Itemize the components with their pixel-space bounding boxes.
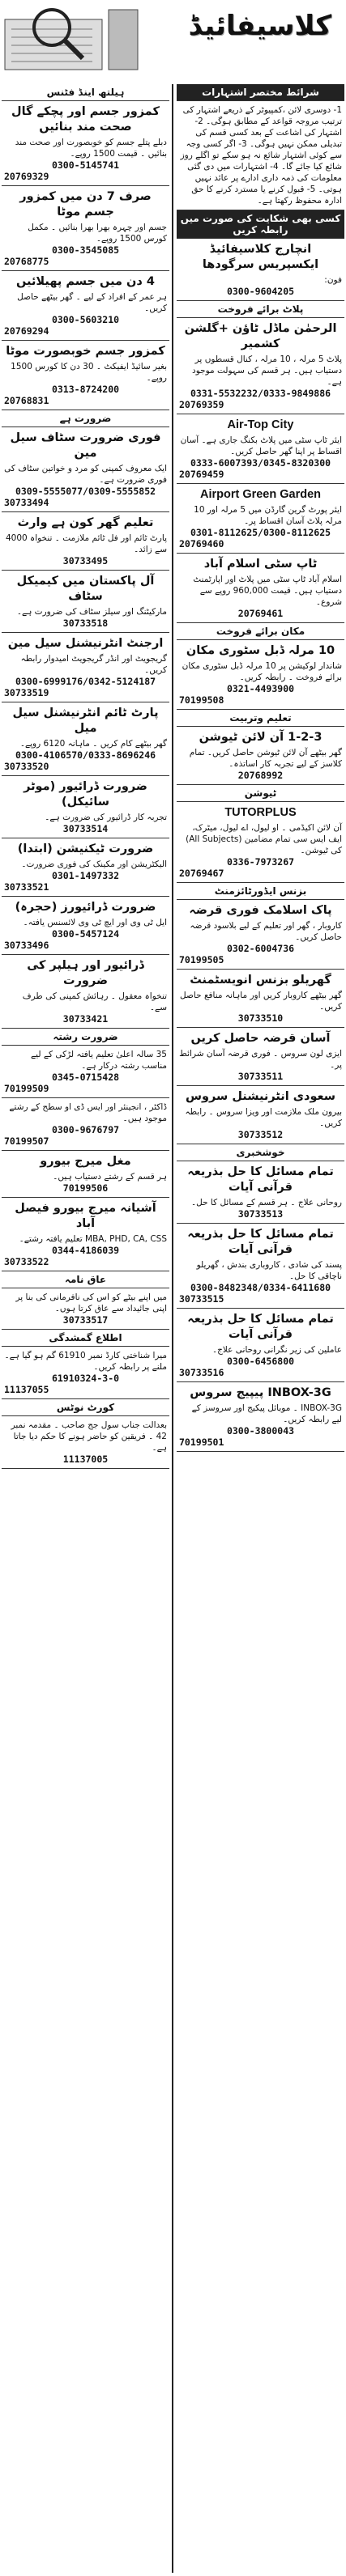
classified-ad bbox=[177, 554, 344, 623]
classified-ad bbox=[177, 1028, 344, 1086]
ad-title: کمزور جسم اور پچکے گال صحت مند بنائیں bbox=[11, 105, 160, 134]
ad-body: جسم اور چہرہ بھرا بھرا بنائیں ۔ مکمل کورس 1500 روپے۔ bbox=[28, 223, 167, 244]
ad-body: بعدالت جناب سول جج صاحب ۔ مقدمہ نمبر 42 ۔ فریقین کو حاضر ہونے کا حکم دیا جاتا ہے۔ bbox=[11, 1420, 167, 1453]
ad-title: ڈرائیور اور ہیلپر کی ضرورت bbox=[27, 959, 144, 987]
ad-code: 20769329 bbox=[4, 171, 49, 182]
ad-title: ضرورت ڈرائیورز (حجرہ) bbox=[15, 901, 156, 914]
ad-phone: 0300-5603210 bbox=[51, 314, 120, 325]
ad-phone: 0309-5555077/0309-5555852 bbox=[15, 486, 156, 497]
ad-phone: 20768992 bbox=[237, 770, 284, 781]
ad-phone: 20769461 bbox=[237, 608, 284, 619]
ad-body: گریجویٹ اور انڈر گریجویٹ امیدوار رابطہ کریں۔ bbox=[20, 654, 167, 675]
ad-title: انچارج کلاسیفائیڈ ایکسپریس سرگودھا bbox=[202, 243, 319, 271]
ad-code: 20769467 bbox=[179, 868, 224, 879]
section-heading: اطلاع گمشدگی bbox=[2, 1330, 169, 1347]
ad-phone: 30733514 bbox=[62, 823, 109, 834]
classified-ad bbox=[2, 186, 169, 271]
ad-phone: 30733517 bbox=[62, 1314, 109, 1326]
classified-ad bbox=[2, 1151, 169, 1198]
ad-code: 20769460 bbox=[179, 538, 224, 550]
ad-phone: 30733511 bbox=[237, 1071, 284, 1082]
classified-banner-illustration bbox=[3, 3, 141, 76]
ad-phone: 0336-7973267 bbox=[226, 856, 295, 868]
ad-body: گھر بیٹھے آن لائن ٹیوشن حاصل کریں۔ تمام کلاسز کے لیے تجربہ کار اساتذہ۔ bbox=[189, 748, 342, 769]
classified-ad bbox=[177, 1382, 344, 1452]
classified-ad bbox=[2, 702, 169, 776]
section-heading: شرائط مختصر اشتہارات bbox=[177, 84, 344, 101]
ad-title: تعلیم گھر کون ہے وارث bbox=[17, 516, 154, 529]
classified-ad bbox=[177, 1224, 344, 1309]
section-heading: ضرورت ہے bbox=[2, 410, 169, 427]
ad-title: ٹاپ سٹی اسلام آباد bbox=[203, 558, 318, 571]
ad-body: آن لائن اکیڈمی ۔ او لیول، اے لیول، میٹرک، ایف ایس سی تمام مضامین (All Subjects) کی ٹیوشن۔ bbox=[186, 823, 342, 855]
ad-title: آل پاکستان میں کیمیکل سٹاف bbox=[16, 575, 155, 603]
ad-title: تمام مسائل کا حل بذریعہ قرآنی آیات bbox=[187, 1165, 334, 1194]
ad-phone: 0313-8724200 bbox=[51, 384, 120, 395]
ad-body: عاملین کی زیر نگرانی روحانی علاج۔ bbox=[211, 1345, 342, 1355]
classified-ad bbox=[2, 512, 169, 571]
section-heading: کسی بھی شکایت کی صورت میں رابطہ کریں bbox=[177, 210, 344, 239]
ad-phone: 70199506 bbox=[62, 1182, 109, 1194]
ad-title: پاک اسلامک فوری قرضہ bbox=[189, 904, 332, 917]
section-heading: ٹیوشن bbox=[177, 785, 344, 802]
ad-code: 70199501 bbox=[179, 1437, 224, 1448]
classified-ad bbox=[177, 414, 344, 484]
ad-body: ایل ٹی وی اور ایچ ٹی وی لائسنس یافتہ۔ bbox=[23, 918, 167, 927]
ad-phone: 30733421 bbox=[62, 1013, 109, 1025]
ad-body: ہر عمر کے افراد کے لیے ۔ گھر بیٹھے حاصل کریں۔ bbox=[17, 292, 167, 313]
ad-phone: 0300-6456800 bbox=[226, 1356, 295, 1367]
ad-phone: 0301-8112625/0300-8112625 bbox=[190, 527, 331, 538]
ad-body: گھر بیٹھے کاروبار کریں اور ماہانہ منافع حاصل کریں۔ bbox=[180, 991, 342, 1012]
ad-title: 1-2-3 آن لائن ٹیوشن bbox=[199, 731, 323, 744]
ad-phone: 0300-4106570/0333-8696246 bbox=[15, 749, 156, 761]
ad-phone: 0300-5457124 bbox=[51, 928, 120, 940]
ad-phone: 0300-5145741 bbox=[51, 159, 120, 171]
ad-code: 30733520 bbox=[4, 761, 49, 772]
ad-body: دبلے پتلے جسم کو خوبصورت اور صحت مند بنائیں ۔ قیمت 1500 روپے۔ bbox=[15, 138, 167, 159]
classified-ad bbox=[177, 900, 344, 970]
ad-phone: 0301-1497332 bbox=[51, 870, 120, 881]
ad-code: 70199508 bbox=[179, 694, 224, 706]
ad-body: 35 سالہ اعلیٰ تعلیم یافتہ لڑکی کے لیے مناسب رشتہ درکار ہے۔ bbox=[31, 1050, 167, 1071]
ad-title: Airport Green Garden bbox=[199, 488, 322, 501]
ad-code: 20769359 bbox=[179, 399, 224, 410]
ad-body: ڈاکٹر ، انجینئر اور ایس ڈی او سطح کے رشتے موجود ہیں۔ bbox=[9, 1102, 167, 1123]
ad-title: الرحمٰن ماڈل ٹاؤن +گلشن کشمیر bbox=[184, 322, 337, 350]
ad-code: 20768775 bbox=[4, 256, 49, 267]
ad-code: 11137055 bbox=[4, 1384, 49, 1395]
ad-title: 4 دن میں جسم پھیلائیں bbox=[16, 275, 155, 288]
ad-title: صرف 7 دن میں کمزور جسم موٹا bbox=[19, 190, 152, 219]
page-title: کلاسیفائیڈ bbox=[188, 10, 331, 42]
section-heading: ہیلتھ اینڈ فٹنس bbox=[2, 84, 169, 101]
page-header bbox=[0, 0, 346, 81]
ad-title: آسان قرضہ حاصل کریں bbox=[190, 1032, 331, 1045]
classified-ad bbox=[2, 1347, 169, 1399]
ad-body: ایئر پورٹ گرین گارڈن میں 5 مرلہ اور 10 مرلہ پلاٹ آسان اقساط پر۔ bbox=[194, 505, 342, 526]
ad-phone: 30733495 bbox=[62, 555, 109, 567]
ad-title: گھریلو بزنس انویسٹمنٹ bbox=[190, 974, 331, 987]
classified-ad bbox=[177, 802, 344, 883]
ad-phone: 30733518 bbox=[62, 617, 109, 629]
ad-body: بیرون ملک ملازمت اور ویزا سروس ۔ رابطہ کریں۔ bbox=[185, 1107, 342, 1128]
classified-ad bbox=[177, 1086, 344, 1144]
ad-title: کمزور جسم خوبصورت موٹا bbox=[6, 345, 165, 358]
ad-phone: 0333-6007393/0345-8320300 bbox=[190, 457, 331, 469]
ad-title: فوری ضرورت سٹاف سیل مین bbox=[10, 431, 161, 460]
ad-phone: 0300-3800043 bbox=[226, 1425, 295, 1437]
ad-phone: 0300-9676797 bbox=[51, 1124, 120, 1135]
ad-phone: 61910324-3-0 bbox=[51, 1373, 120, 1384]
ad-body: INBOX-3G ۔ موبائل پیکیج اور سروسز کے لیے رابطہ کریں۔ bbox=[191, 1403, 342, 1424]
classified-ad bbox=[177, 318, 344, 414]
section-heading: تعلیم وتربیت bbox=[177, 710, 344, 727]
ad-body: مارکیٹنگ اور سیلز سٹاف کی ضرورت ہے۔ bbox=[16, 607, 167, 617]
ad-phone: 11137005 bbox=[62, 1454, 109, 1465]
ad-title: تمام مسائل کا حل بذریعہ قرآنی آیات bbox=[187, 1228, 334, 1256]
classified-ad bbox=[177, 970, 344, 1028]
section-heading: پلاٹ برائے فروخت bbox=[177, 301, 344, 318]
classified-ad bbox=[2, 633, 169, 702]
section-heading: ضرورت رشتہ bbox=[2, 1029, 169, 1046]
section-heading: مکان برائے فروخت bbox=[177, 623, 344, 640]
classified-ad bbox=[177, 640, 344, 710]
ad-body: 1- دوسری لائن ،کمپیوٹر کے ذریعے اشتہار کی ترتیب مروجہ قواعد کے مطابق ہوگی۔ 2- اشتہار کی اشاعت کے بعد کسی قسم کی تبدیلی ممکن نہیں ہوگی۔ 3- اگر کسی وجہ سے کوئی اشتہار شائع نہ ہو سکے تو اگلے روز شائع کیا جائے گا۔ 4- اشتہارات میں دی گئی معلومات کی ذمہ داری ادارے پر عائد نہیں ہوتی۔ 5- قبول کرنے یا مسترد کرنے کا حق ادارہ محفوظ رکھتا ہے۔ bbox=[180, 105, 342, 206]
ad-body: الیکٹریشن اور مکینک کی فوری ضرورت۔ bbox=[21, 859, 167, 869]
ad-body: بغیر سائیڈ ایفیکٹ ۔ 30 دن کا کورس 1500 روپے۔ bbox=[11, 362, 167, 383]
classified-ad bbox=[177, 239, 344, 301]
ad-code: 20768831 bbox=[4, 395, 49, 406]
ad-body: میرا شناختی کارڈ نمبر 61910 گم ہو گیا ہے۔ ملنے پر رابطہ کریں۔ bbox=[4, 1351, 167, 1372]
ad-phone: 30733513 bbox=[237, 1208, 284, 1220]
ad-body: تجربہ کار ڈرائیور کی ضرورت ہے۔ bbox=[45, 813, 167, 822]
ad-title: TUTORPLUS bbox=[224, 806, 297, 819]
classified-ad bbox=[2, 897, 169, 955]
ad-code: 70199505 bbox=[179, 954, 224, 965]
ad-code: 30733494 bbox=[4, 497, 49, 508]
ad-title: INBOX-3G پیپیج سروس bbox=[190, 1386, 331, 1399]
ad-phone: 0302-6004736 bbox=[226, 943, 295, 954]
classified-ad bbox=[2, 1198, 169, 1271]
classified-ad bbox=[2, 341, 169, 410]
classified-ad bbox=[2, 271, 169, 341]
section-heading: بزنس ایڈورٹائزمنٹ bbox=[177, 883, 344, 900]
classified-ad bbox=[2, 571, 169, 633]
ad-title: تمام مسائل کا حل بذریعہ قرآنی آیات bbox=[187, 1313, 334, 1341]
ad-body: فون: bbox=[324, 275, 342, 285]
ad-body: روحانی علاج ۔ ہر قسم کے مسائل کا حل۔ bbox=[191, 1198, 342, 1207]
ad-body: MBA, PHD, CA, CSS تعلیم یافتہ رشتے۔ bbox=[19, 1234, 167, 1244]
ad-body: پسند کی شادی ، کاروباری بندش ، گھریلو ناچاقی کا حل۔ bbox=[196, 1260, 342, 1281]
ad-phone: 30733512 bbox=[237, 1129, 284, 1140]
ad-phone: 0331-5532232/0333-9849886 bbox=[190, 388, 331, 399]
ad-title: Air-Top City bbox=[227, 418, 294, 431]
ad-title: سعودی انٹرنیشنل سروس bbox=[186, 1090, 335, 1103]
right-column bbox=[177, 84, 344, 1452]
ad-code: 20769459 bbox=[179, 469, 224, 480]
ad-title: ارجنٹ انٹرنیشنل سیل مین bbox=[7, 637, 164, 650]
ad-title: پارٹ ٹائم انٹرنیشنل سیل میل bbox=[12, 707, 159, 735]
classified-ad bbox=[2, 1416, 169, 1469]
classified-ad bbox=[177, 1309, 344, 1382]
classified-ad bbox=[2, 101, 169, 186]
ad-title: آشیانہ میرج بیورو فیصل آباد bbox=[15, 1202, 156, 1230]
ad-code: 30733521 bbox=[4, 881, 49, 893]
ad-phone: 30733510 bbox=[237, 1012, 284, 1024]
ad-phone: 0300-6999176/0342-5124187 bbox=[15, 676, 156, 687]
left-column bbox=[2, 84, 169, 1469]
ad-phone: 0345-0715428 bbox=[51, 1072, 120, 1083]
ad-code: 30733515 bbox=[179, 1293, 224, 1305]
classified-ad bbox=[2, 838, 169, 897]
ad-body: پلاٹ 5 مرلہ ، 10 مرلہ ، کنال قسطوں پر دستیاب ہیں۔ ہر قسم کی سہولت موجود ہے۔ bbox=[192, 354, 342, 387]
ad-title: ضرورت ٹیکنیشن (ابتدا) bbox=[17, 842, 154, 855]
classified-ad bbox=[2, 1098, 169, 1151]
classified-ad bbox=[2, 955, 169, 1029]
ad-phone: 0300-3545085 bbox=[51, 244, 120, 256]
ad-body: اسلام آباد ٹاپ سٹی میں پلاٹ اور اپارٹمنٹ دستیاب ہیں۔ قیمت 960,000 روپے سے شروع۔ bbox=[193, 575, 342, 607]
ad-phone: 0321-4493900 bbox=[226, 683, 295, 694]
ad-phone: 0300-8482348/0334-6411680 bbox=[190, 1282, 331, 1293]
ad-body: گھر بیٹھے کام کریں ۔ ماہانہ 6120 روپے۔ bbox=[19, 739, 167, 749]
ad-body: ہر قسم کے رشتے دستیاب ہیں۔ bbox=[53, 1172, 167, 1182]
ad-body: ایئر ٹاپ سٹی میں پلاٹ بکنگ جاری ہے۔ آسان اقساط پر اپنا گھر حاصل کریں۔ bbox=[180, 435, 342, 456]
classified-ad bbox=[2, 776, 169, 838]
ad-title: ضرورت ڈرائیور (موٹر سائیکل) bbox=[23, 780, 147, 808]
ad-body: شاندار لوکیشن پر 10 مرلہ ڈبل سٹوری مکان برائے فروخت ۔ رابطہ کریں۔ bbox=[182, 661, 342, 682]
ad-body: تنخواہ معقول ۔ رہائش کمپنی کی طرف سے۔ bbox=[22, 991, 167, 1012]
ad-body: کاروبار ، گھر اور تعلیم کے لیے بلاسود قرضہ حاصل کریں۔ bbox=[190, 921, 342, 942]
ad-body: میں اپنے بیٹے کو اس کی نافرمانی کی بنا پر اپنی جائیداد سے عاق کرتا ہوں۔ bbox=[15, 1292, 167, 1313]
ad-body: ایزی لون سروس ۔ فوری قرضہ آسان شرائط پر۔ bbox=[179, 1049, 342, 1070]
classified-ad bbox=[177, 484, 344, 554]
classified-ad bbox=[177, 101, 344, 210]
section-heading: خوشخبری bbox=[177, 1144, 344, 1161]
classified-ad bbox=[2, 1288, 169, 1330]
ad-code: 70199507 bbox=[4, 1135, 49, 1147]
ad-phone: 0300-9604205 bbox=[226, 286, 295, 297]
ad-code: 30733522 bbox=[4, 1256, 49, 1267]
classified-ad bbox=[177, 727, 344, 785]
column-divider bbox=[172, 84, 173, 2573]
ad-code: 30733516 bbox=[179, 1367, 224, 1378]
ad-code: 70199509 bbox=[4, 1083, 49, 1094]
classified-ad bbox=[2, 427, 169, 512]
ad-body: پارٹ ٹائم اور فل ٹائم ملازمت ۔ تنخواہ 4000 سے زائد۔ bbox=[5, 533, 167, 554]
ad-title: مغل میرج بیورو bbox=[40, 1155, 131, 1168]
ad-code: 30733519 bbox=[4, 687, 49, 698]
classified-ad bbox=[2, 1046, 169, 1098]
ad-phone: 0344-4186039 bbox=[51, 1245, 120, 1256]
ad-code: 30733496 bbox=[4, 940, 49, 951]
ad-body: ایک معروف کمپنی کو مرد و خواتین سٹاف کی فوری ضرورت ہے۔ bbox=[4, 464, 167, 485]
classified-ad bbox=[177, 1161, 344, 1224]
section-heading: کورٹ نوٹس bbox=[2, 1399, 169, 1416]
section-heading: عاق نامہ bbox=[2, 1271, 169, 1288]
ad-title: 10 مرلہ ڈبل سٹوری مکان bbox=[186, 644, 335, 657]
ad-code: 20769294 bbox=[4, 325, 49, 337]
